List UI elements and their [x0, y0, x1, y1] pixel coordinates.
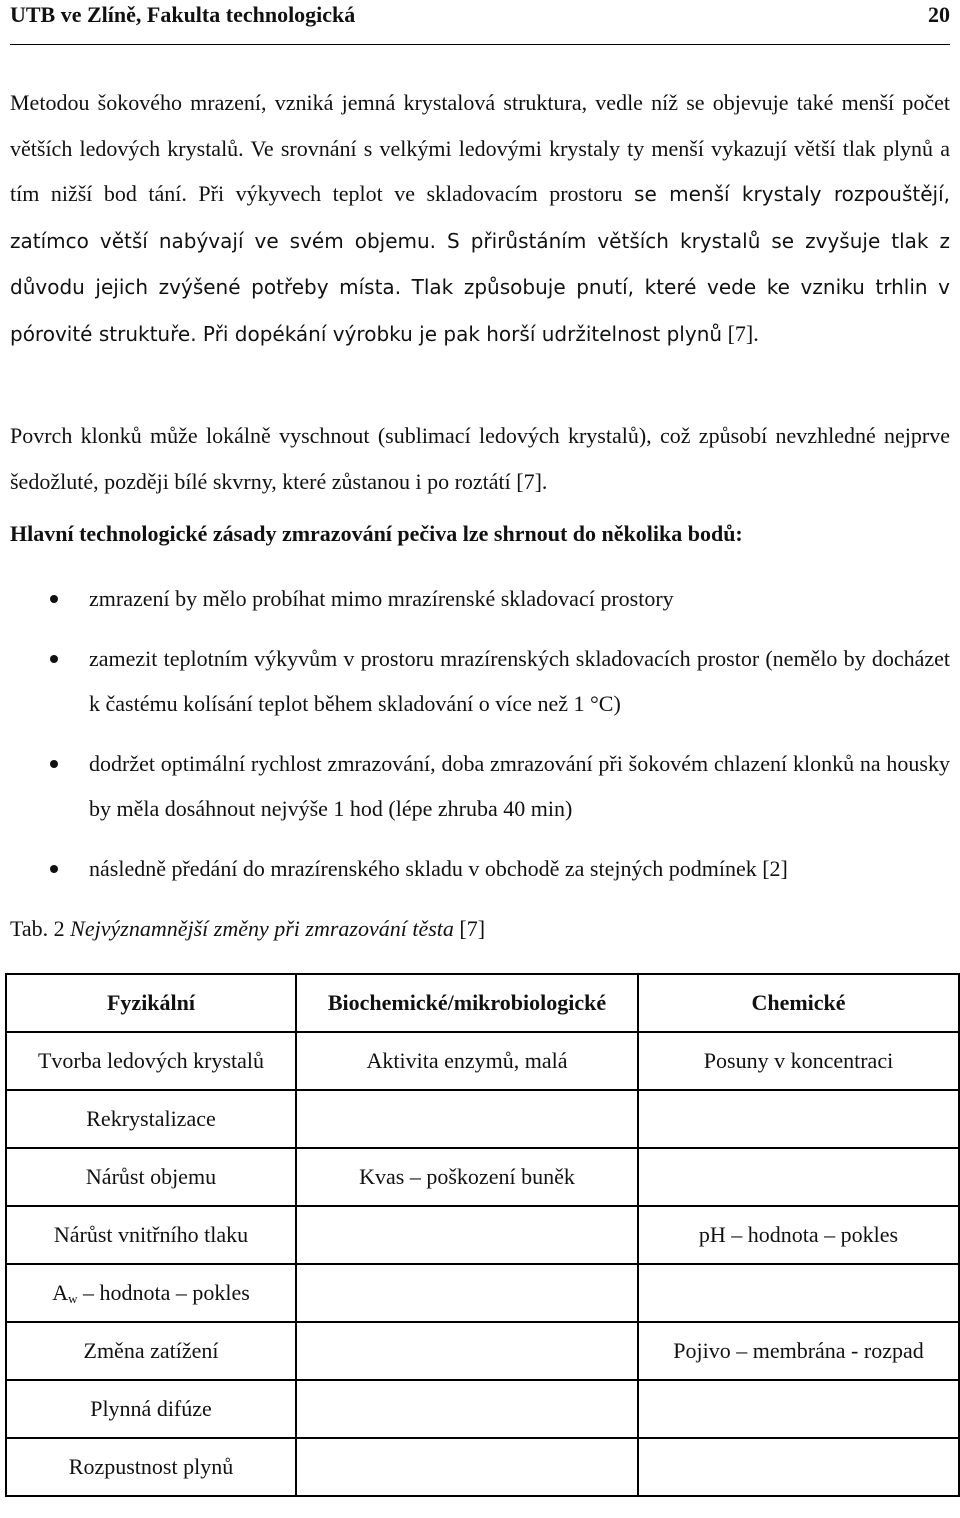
table-row	[6, 1438, 959, 1496]
table-row	[6, 1322, 959, 1380]
table-cell: Tvorba ledových krystalů	[6, 1032, 296, 1090]
table-cell: Kvas – poškození buněk	[296, 1148, 638, 1206]
table-cell	[296, 1206, 638, 1264]
changes-table	[5, 973, 960, 1497]
table-cell: Posuny v koncentraci	[638, 1032, 959, 1090]
list-item-text: dodržet optimální rychlost zmrazování, doba zmrazování při šokovém chlazení klonků na housky by měla dosáhnout nejvýše 1 hod (lépe zhruba 40 min)	[89, 750, 950, 821]
table-cell: Aktivita enzymů, malá	[296, 1032, 638, 1090]
paragraph-freezing-part3: [7].	[722, 320, 759, 346]
table-caption	[10, 916, 485, 942]
caption-prefix: Tab. 2	[10, 916, 71, 941]
table-cell: Rozpustnost plynů	[6, 1438, 296, 1496]
header-physical: Fyzikální	[6, 974, 296, 1032]
table-cell: Změna zatížení	[6, 1322, 296, 1380]
bullet-icon	[50, 760, 58, 768]
bullet-icon	[50, 595, 58, 603]
list-item-text: následně předání do mrazírenského skladu v obchodě za stejných podmínek [2]	[89, 855, 788, 881]
table-cell	[296, 1090, 638, 1148]
aw-subscript: w	[68, 1290, 78, 1306]
table-row	[6, 1032, 959, 1090]
table-cell: Plynná difúze	[6, 1380, 296, 1438]
page-header	[10, 0, 950, 45]
table-cell: pH – hodnota – pokles	[638, 1206, 959, 1264]
paragraph-surface: Povrch klonků může lokálně vyschnout (sublimací ledových krystalů), což způsobí nevzhledné nejprve šedožluté, později bílé skvrny, které zůstanou i po roztátí [7].	[10, 423, 950, 494]
list-item	[10, 576, 950, 622]
section-heading: Hlavní technologické zásady zmrazování pečiva lze shrnout do několika bodů:	[10, 521, 743, 546]
table-cell	[296, 1380, 638, 1438]
table-cell: Nárůst objemu	[6, 1148, 296, 1206]
list-item-text: zmrazení by mělo probíhat mimo mrazírenské skladovací prostory	[89, 586, 674, 611]
table-cell	[296, 1438, 638, 1496]
table-row	[6, 1264, 959, 1322]
table-cell	[638, 1380, 959, 1438]
table-cell	[296, 1322, 638, 1380]
table-row	[6, 1380, 959, 1438]
header-chemical: Chemické	[638, 974, 959, 1032]
caption-title: Nejvýznamnější změny při zmrazování těsta	[70, 916, 454, 941]
caption-reference: [7]	[453, 916, 486, 941]
table-cell	[296, 1264, 638, 1322]
table-row	[6, 1206, 959, 1264]
header-title: UTB ve Zlíně, Fakulta technologická	[10, 2, 356, 27]
paragraph-freezing-part2: se menší krystaly rozpouštějí, zatímco větší nabývají ve svém objemu. S přirůstáním větších krystalů se zvyšuje tlak z důvodu jejich zvýšené potřeby místa. Tlak způsobuje pnutí, které vede ke vzniku trhlin v pórovité struktuře. Při dopékání výrobku je pak horší udržitelnost plynů	[10, 182, 950, 346]
table-row	[6, 1090, 959, 1148]
table-cell	[638, 1090, 959, 1148]
list-item	[10, 846, 950, 892]
paragraph-freezing-part1: Metodou šokového mrazení, vzniká jemná krystalová struktura, vedle níž se objevuje také menší počet větších ledových krystalů. Ve srovnání s velkými ledovými krystaly ty menší vykazují větší tlak plynů a tím nižší bod tání. Při výkyvech teplot ve skladovacím prostoru	[10, 90, 950, 206]
bullet-icon	[50, 865, 58, 873]
table-cell	[638, 1264, 959, 1322]
principles-list	[10, 576, 950, 891]
table-row	[6, 1148, 959, 1206]
list-item	[10, 741, 950, 832]
list-item-text: zamezit teplotním výkyvům v prostoru mrazírenských skladovacích prostor (nemělo by docházet k častému kolísání teplot během skladování o více než 1 °C)	[89, 645, 950, 716]
table-cell: Nárůst vnitřního tlaku	[6, 1206, 296, 1264]
list-item	[10, 636, 950, 727]
header-biochemical: Biochemické/mikrobiologické	[296, 974, 638, 1032]
bullet-icon	[50, 655, 58, 663]
aw-base: A	[52, 1279, 69, 1305]
paragraph-freezing	[10, 80, 950, 357]
page-number: 20	[928, 2, 950, 27]
table-cell: Rekrystalizace	[6, 1090, 296, 1148]
table-cell-aw	[6, 1264, 296, 1322]
aw-rest: – hodnota – pokles	[77, 1279, 250, 1305]
table-header-row	[6, 974, 959, 1032]
table-cell	[638, 1148, 959, 1206]
table-cell: Pojivo – membrána - rozpad	[638, 1322, 959, 1380]
table-cell	[638, 1438, 959, 1496]
